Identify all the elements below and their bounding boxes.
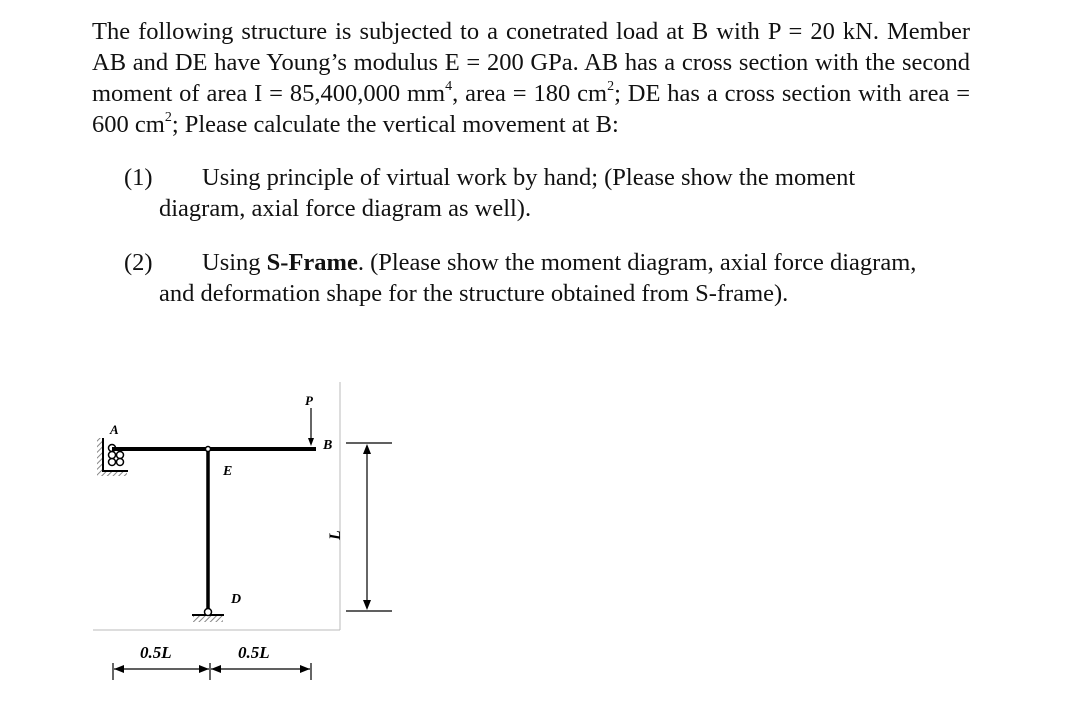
load-p-arrow-icon (308, 408, 314, 446)
intro-area-de: ; DE has a cross section with area = 600 cm (92, 80, 971, 138)
intro-question: ; Please calculate the vertical movement at B: (171, 111, 619, 138)
label-d: D (231, 592, 242, 607)
dim-label-left: 0.5L (140, 643, 172, 662)
dimension-horizontal (113, 663, 311, 680)
dimension-l (346, 443, 392, 611)
support-d-icon (192, 609, 224, 623)
support-a-icon (97, 438, 128, 476)
superscript-2-ab: 2 (607, 78, 615, 94)
label-l: L (327, 530, 344, 540)
item-1-line-2: diagram, axial force diagram as well). (159, 195, 532, 222)
superscript-2-de: 2 (164, 109, 172, 125)
intro-area-ab: , area = 180 cm (452, 80, 608, 107)
label-e: E (223, 464, 233, 479)
item-2-sframe: S-Frame (266, 249, 358, 276)
item-2-post: . (Please show the moment diagram, axial force diagram, (357, 249, 917, 276)
intro-text: The following structure is subjected to a conetrated load at B with P = 20 kN. Member AB and DE have Young’s modulus E = 200 GPa. AB has a cross section with the second moment of area I = 85,400,000 mm (92, 18, 970, 107)
superscript-4: 4 (445, 78, 453, 94)
item-2-line-2: and deformation shape for the structure obtained from S-frame). (159, 280, 789, 307)
item-2-number: (2) (124, 249, 153, 276)
item-2-pre: Using (202, 249, 267, 276)
label-a: A (110, 422, 119, 437)
item-1-line-1: Using principle of virtual work by hand; (Please show the moment (202, 164, 856, 191)
label-b: B (323, 438, 333, 453)
item-1-number: (1) (124, 164, 153, 191)
label-p: P (305, 393, 313, 408)
joint-e (206, 447, 211, 452)
dim-label-right: 0.5L (238, 643, 270, 662)
